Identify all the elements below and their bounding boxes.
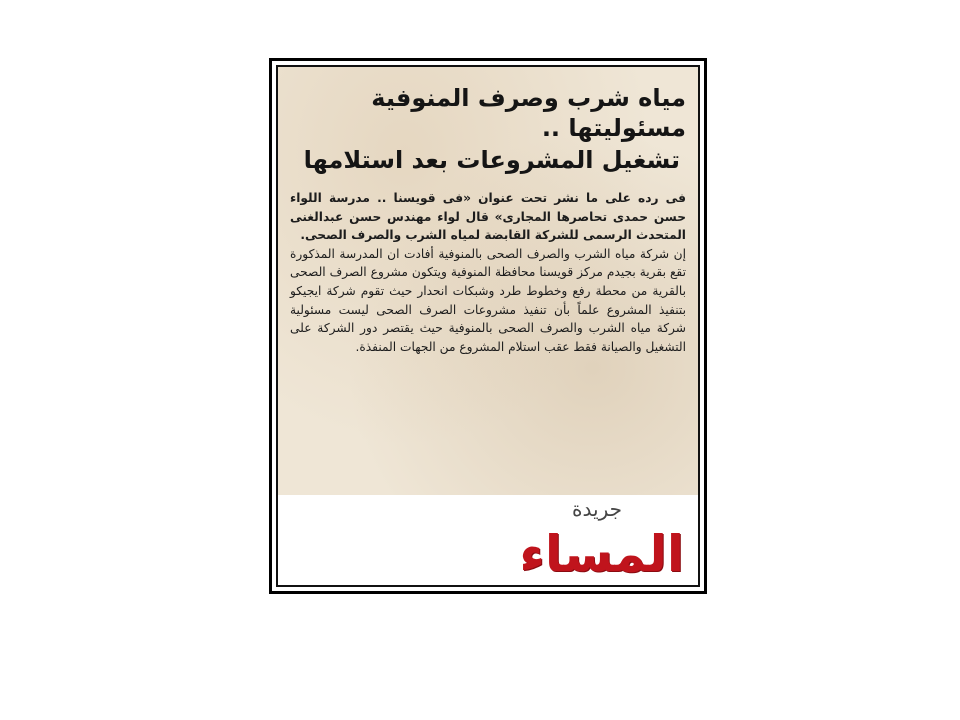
article-headline-line1: مياه شرب وصرف المنوفية مسئوليتها .. [371,84,686,142]
article-headline-line2: تشغيل المشروعات بعد استلامها [303,146,680,174]
article-paragraph-2: إن شركة مياه الشرب والصرف الصحى بالمنوفية أفادت ان المدرسة المذكورة تقع بقرية بجيدم مركز قويسنا محافظة المنوفية ويتكون مشروع الصرف الصحى بالقرية من محطة رفع وخطوط طرد وشبكات انحدار حيث تقوم شركة ايجيكو بتنفيذ المشروع علماً بأن تنفيذ مشروعات الصرف الصحى ليست مسئولية شركة مياه الشرب والصرف الصحى بالمنوفية حيث يقتصر دور الشركة على التشغيل والصيانة فقط عقب استلام المشروع من الجهات المنفذة. [290,246,686,354]
article-body-area [278,67,698,497]
article-text [290,189,686,356]
logo-small-text: جريدة [572,497,622,521]
newspaper-clipping [276,65,700,587]
newspaper-clipping-frame [269,58,707,594]
logo-big-text: المساء [519,525,684,583]
article-paragraph-1: فى رده على ما نشر تحت عنوان «فى قويسنا .. مدرسة اللواء حسن حمدى تحاصرها المجارى» قال لواء مهندس حسن عبدالغنى المتحدث الرسمى للشركة القابضة لمياه الشرب والصرف الصحى. [290,191,686,243]
masthead-area [278,495,698,585]
newspaper-logo [504,495,684,583]
